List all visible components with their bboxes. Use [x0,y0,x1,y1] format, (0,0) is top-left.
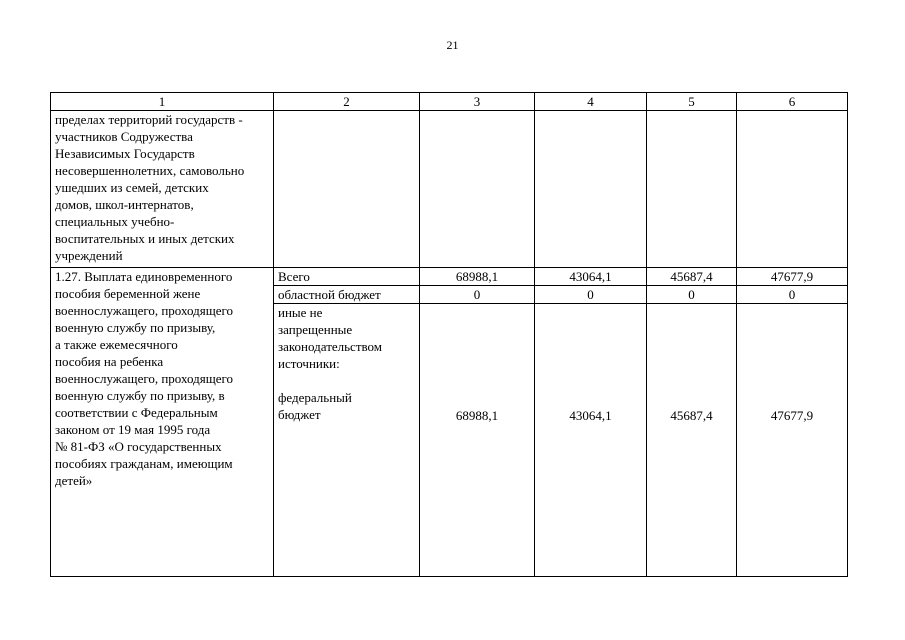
value-cell: 0 [737,286,848,304]
text-line: законом от 19 мая 1995 года [55,422,211,437]
text-line: военнослужащего, проходящего [55,371,233,386]
federal-value: 68988,1 [455,408,499,423]
source-label-total: Всего [274,268,420,286]
text-line: пособия беременной жене [55,286,201,301]
table-header-row [51,93,848,111]
value-cell: 0 [647,286,737,304]
text-line: военную службу по призыву, в [55,388,225,403]
text-line: военнослужащего, проходящего [55,303,233,318]
text-line: 1.27. Выплата единовременного [55,269,233,284]
value-cell [535,304,647,577]
text-line: бюджет [278,407,321,422]
federal-value: 45687,4 [670,408,713,423]
text-line: № 81-ФЗ «О государственных [55,439,222,454]
header-col-2: 2 [274,93,420,111]
text-line: домов, школ-интернатов, [55,197,194,212]
text-line: детей» [55,473,93,488]
empty-cell [535,111,647,268]
empty-cell [737,111,848,268]
table-row [51,111,848,268]
text-line: соответствии с Федеральным [55,405,218,420]
header-col-4: 4 [535,93,647,111]
text-line: законодательством [278,339,383,354]
text-line: Независимых Государств [55,146,195,161]
header-col-3: 3 [420,93,535,111]
text-line: пределах территорий государств - [55,112,243,127]
empty-cell [647,111,737,268]
header-col-1: 1 [51,93,274,111]
text-line: пособия на ребенка [55,354,164,369]
text-line: воспитательных и иных детских [55,231,235,246]
text-line: специальных учебно- [55,214,175,229]
empty-cell [274,111,420,268]
text-line: учреждений [55,248,123,263]
value-cell: 0 [535,286,647,304]
table-row-total [51,268,848,286]
value-cell: 68988,1 [420,268,535,286]
source-label-regional: областной бюджет [274,286,420,304]
text-line: федеральный [278,390,352,405]
empty-cell [420,111,535,268]
value-cell: 0 [420,286,535,304]
value-cell [737,304,848,577]
text-line: несовершеннолетних, самовольно [55,163,245,178]
text-line: пособиях гражданам, имеющим [55,456,233,471]
header-col-5: 5 [647,93,737,111]
source-label-other [274,304,420,577]
text-line: источники: [278,356,340,371]
header-col-6: 6 [737,93,848,111]
federal-value: 47677,9 [770,408,814,423]
value-cell: 47677,9 [737,268,848,286]
text-line: запрещенные [278,322,353,337]
value-cell [420,304,535,577]
text-line: участников Содружества [55,129,193,144]
continuation-text-cell [51,111,274,268]
value-cell: 43064,1 [535,268,647,286]
page-number: 21 [446,38,459,52]
text-line: а также ежемесячного [55,337,178,352]
federal-value: 43064,1 [569,408,612,423]
spacer [278,372,415,389]
budget-table [50,92,848,577]
value-cell [647,304,737,577]
text-line: иные не [278,305,323,320]
value-cell: 45687,4 [647,268,737,286]
text-line: ушедших из семей, детских [55,180,209,195]
item-description-cell [51,268,274,577]
text-line: военную службу по призыву, [55,320,216,335]
